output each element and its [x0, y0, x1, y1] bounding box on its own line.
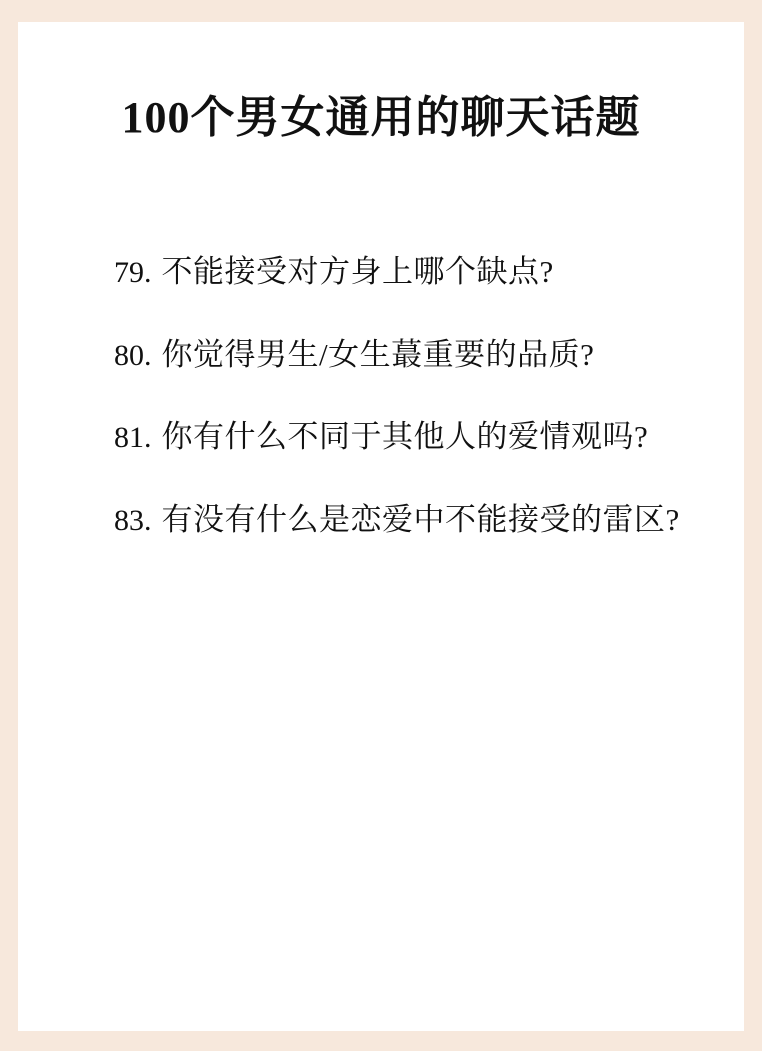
topic-list [66, 253, 696, 540]
page-title: 100个男女通用的聊天话题 [121, 93, 641, 142]
list-item [66, 501, 696, 540]
list-item-text: 有没有什么是恋爱中不能接受的雷区? [161, 502, 680, 538]
list-item-text: 不能接受对方身上哪个缺点? [161, 253, 554, 289]
list-item-number: 79. [114, 255, 152, 289]
list-item [66, 336, 696, 375]
list-item-number: 83. [114, 504, 152, 538]
list-item-number: 81. [114, 421, 152, 455]
list-item [66, 418, 696, 457]
list-item [66, 253, 696, 292]
list-item-text: 你觉得男生/女生蕞重要的品质? [161, 336, 595, 372]
list-item-text: 你有什么不同于其他人的爱情观吗? [161, 419, 649, 455]
content-card [18, 22, 744, 1031]
list-item-number: 80. [114, 338, 152, 372]
